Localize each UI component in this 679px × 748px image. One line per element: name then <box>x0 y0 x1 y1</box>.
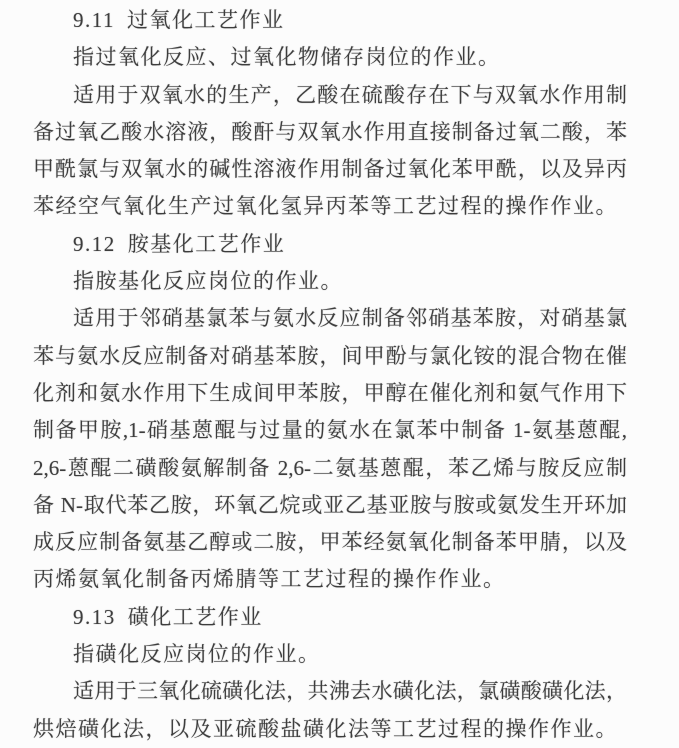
text-line: 苯与氨水反应制备对硝基苯胺，间甲酚与氯化铵的混合物在催 <box>33 343 627 368</box>
section-heading <box>33 2 627 39</box>
text-line: 备 N-取代苯乙胺，环氧乙烷或亚乙基亚胺与胺或氨发生开环加 <box>33 492 628 517</box>
text-line: 2,6-蒽醌二磺酸氨解制备 2,6-二氨基蒽醌，苯乙烯与胺反应制 <box>33 455 627 480</box>
section-number: 9.12 <box>73 231 116 256</box>
section-9-13 <box>33 599 627 748</box>
text-line: 指胺基化反应岗位的作业。 <box>73 269 343 294</box>
text-line: 甲酰氯与双氧水的碱性溶液作用制备过氧化苯甲酰，以及异丙 <box>33 157 627 182</box>
text-line: 制备甲胺,1-硝基蒽醌与过量的氨水在氯苯中制备 1-氨基蒽醌, <box>33 418 627 443</box>
section-heading <box>33 599 627 636</box>
text-line: 苯经空气氧化生产过氧化氢异丙苯等工艺过程的操作作业。 <box>33 194 618 219</box>
text-line: 丙烯氨氧化制备丙烯腈等工艺过程的操作作业。 <box>33 567 506 592</box>
text-line: 适用于双氧水的生产，乙酸在硫酸存在下与双氧水作用制 <box>73 82 627 107</box>
text-line: 指磺化反应岗位的作业。 <box>73 642 321 667</box>
section-9-11 <box>33 2 627 226</box>
text-line: 成反应制备氨基乙醇或二胺，甲苯经氨氧化制备苯甲腈，以及 <box>33 530 627 555</box>
text-line: 备过氧乙酸水溶液，酸酐与双氧水作用直接制备过氧二酸，苯 <box>33 119 627 144</box>
text-line: 指过氧化反应、过氧化物储存岗位的作业。 <box>73 45 501 70</box>
section-9-12 <box>33 226 627 599</box>
section-number: 9.13 <box>73 604 116 629</box>
text-line: 适用于三氧化硫磺化法，共沸去水磺化法，氯磺酸磺化法， <box>73 679 627 704</box>
section-heading <box>33 226 627 263</box>
text-line: 适用于邻硝基氯苯与氨水反应制备邻硝基苯胺，对硝基氯 <box>73 306 627 331</box>
section-title: 胺基化工艺作业 <box>127 231 286 256</box>
text-line: 烘焙磺化法，以及亚硫酸盐磺化法等工艺过程的操作作业。 <box>33 716 618 741</box>
text-line: 化剂和氨水作用下生成间甲苯胺，甲醇在催化剂和氨气作用下 <box>33 380 627 405</box>
section-number: 9.11 <box>73 8 115 32</box>
section-title: 磺化工艺作业 <box>127 604 263 629</box>
section-title: 过氧化工艺作业 <box>126 8 285 32</box>
